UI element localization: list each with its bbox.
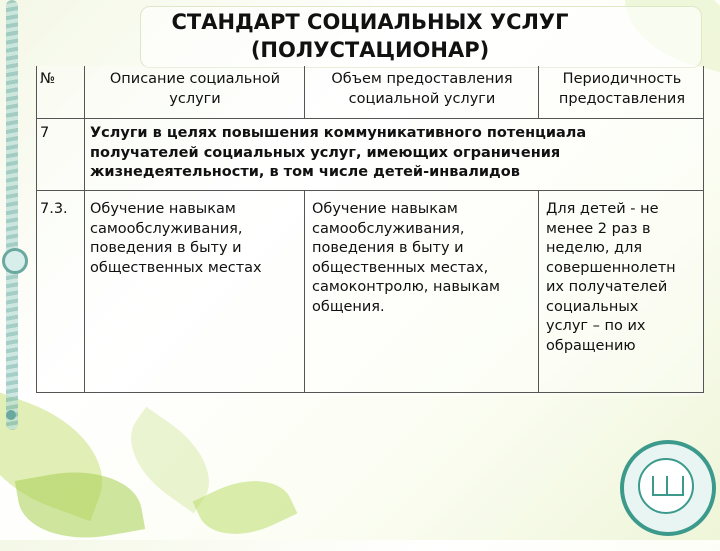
title-line-2: (ПОЛУСТАЦИОНАР) — [250, 38, 490, 62]
section-title — [90, 124, 700, 183]
row-description-line: общественных местах — [90, 259, 262, 276]
table-column-divider — [304, 190, 305, 393]
header-description — [88, 70, 302, 109]
services-table — [36, 66, 704, 396]
header-description-line: Описание социальной — [109, 71, 281, 87]
emblem-logo — [620, 440, 716, 536]
header-volume-line: социальной услуги — [348, 90, 496, 107]
row-volume-line: общественных местах, — [312, 259, 489, 276]
row-volume-line: самообслуживания, — [312, 220, 465, 237]
row-periodicity-line: услуг – по их — [546, 318, 646, 334]
table-column-divider — [538, 190, 539, 393]
row-periodicity-line: их получателей — [546, 279, 668, 295]
table-row-divider — [36, 118, 704, 119]
row-volume-line: поведения в быту и — [312, 240, 464, 256]
table-column-divider — [84, 66, 85, 393]
row-volume-line: общения. — [312, 298, 385, 315]
header-description-line: услуги — [169, 90, 221, 107]
row-periodicity-line: обращению — [546, 337, 636, 354]
row-number: 7.3. — [40, 201, 68, 217]
row-volume-line: Обучение навыкам — [312, 201, 458, 217]
rope-bead-ornament — [6, 410, 16, 420]
table-column-divider — [304, 66, 305, 118]
emblem-inner-circle — [638, 458, 694, 514]
header-periodicity-line: Периодичность — [562, 71, 682, 87]
header-volume — [308, 70, 536, 109]
section-title-line: жизнедеятельности, в том числе детей-инвалидов — [90, 164, 520, 180]
row-description-line: Обучение навыкам — [90, 201, 236, 217]
table-left-border — [36, 66, 37, 393]
section-title-line: получателей социальных услуг, имеющих ограничения — [90, 144, 561, 161]
row-volume-line: самоконтролю, навыкам — [312, 279, 500, 295]
table-column-divider — [538, 66, 539, 118]
row-periodicity-line: менее 2 раз в — [546, 220, 651, 237]
header-periodicity — [542, 70, 702, 109]
header-volume-line: Объем предоставления — [331, 71, 513, 87]
section-title-line: Услуги в целях повышения коммуникативного потенциала — [90, 125, 587, 141]
row-description-line: поведения в быту и — [90, 240, 242, 256]
title-line-1: СТАНДАРТ СОЦИАЛЬНЫХ УСЛУГ — [171, 10, 569, 34]
section-number: 7 — [40, 125, 50, 141]
row-description-line: самообслуживания, — [90, 220, 243, 237]
header-number: № — [40, 71, 56, 87]
row-volume — [312, 200, 536, 317]
book-icon — [652, 476, 684, 496]
rope-ornament — [6, 0, 18, 430]
table-bottom-border — [36, 392, 704, 393]
page-title — [150, 8, 590, 64]
header-periodicity-line: предоставления — [558, 90, 686, 107]
rope-knot-ornament — [2, 248, 28, 274]
row-periodicity-line: социальных — [546, 298, 639, 315]
row-periodicity-line: совершеннолетн — [546, 259, 676, 276]
table-right-border — [703, 66, 704, 393]
table-row-divider — [36, 190, 704, 191]
row-periodicity-line: Для детей - не — [546, 201, 659, 217]
row-periodicity-line: неделю, для — [546, 240, 643, 256]
row-periodicity — [546, 200, 702, 356]
row-description — [90, 200, 302, 278]
